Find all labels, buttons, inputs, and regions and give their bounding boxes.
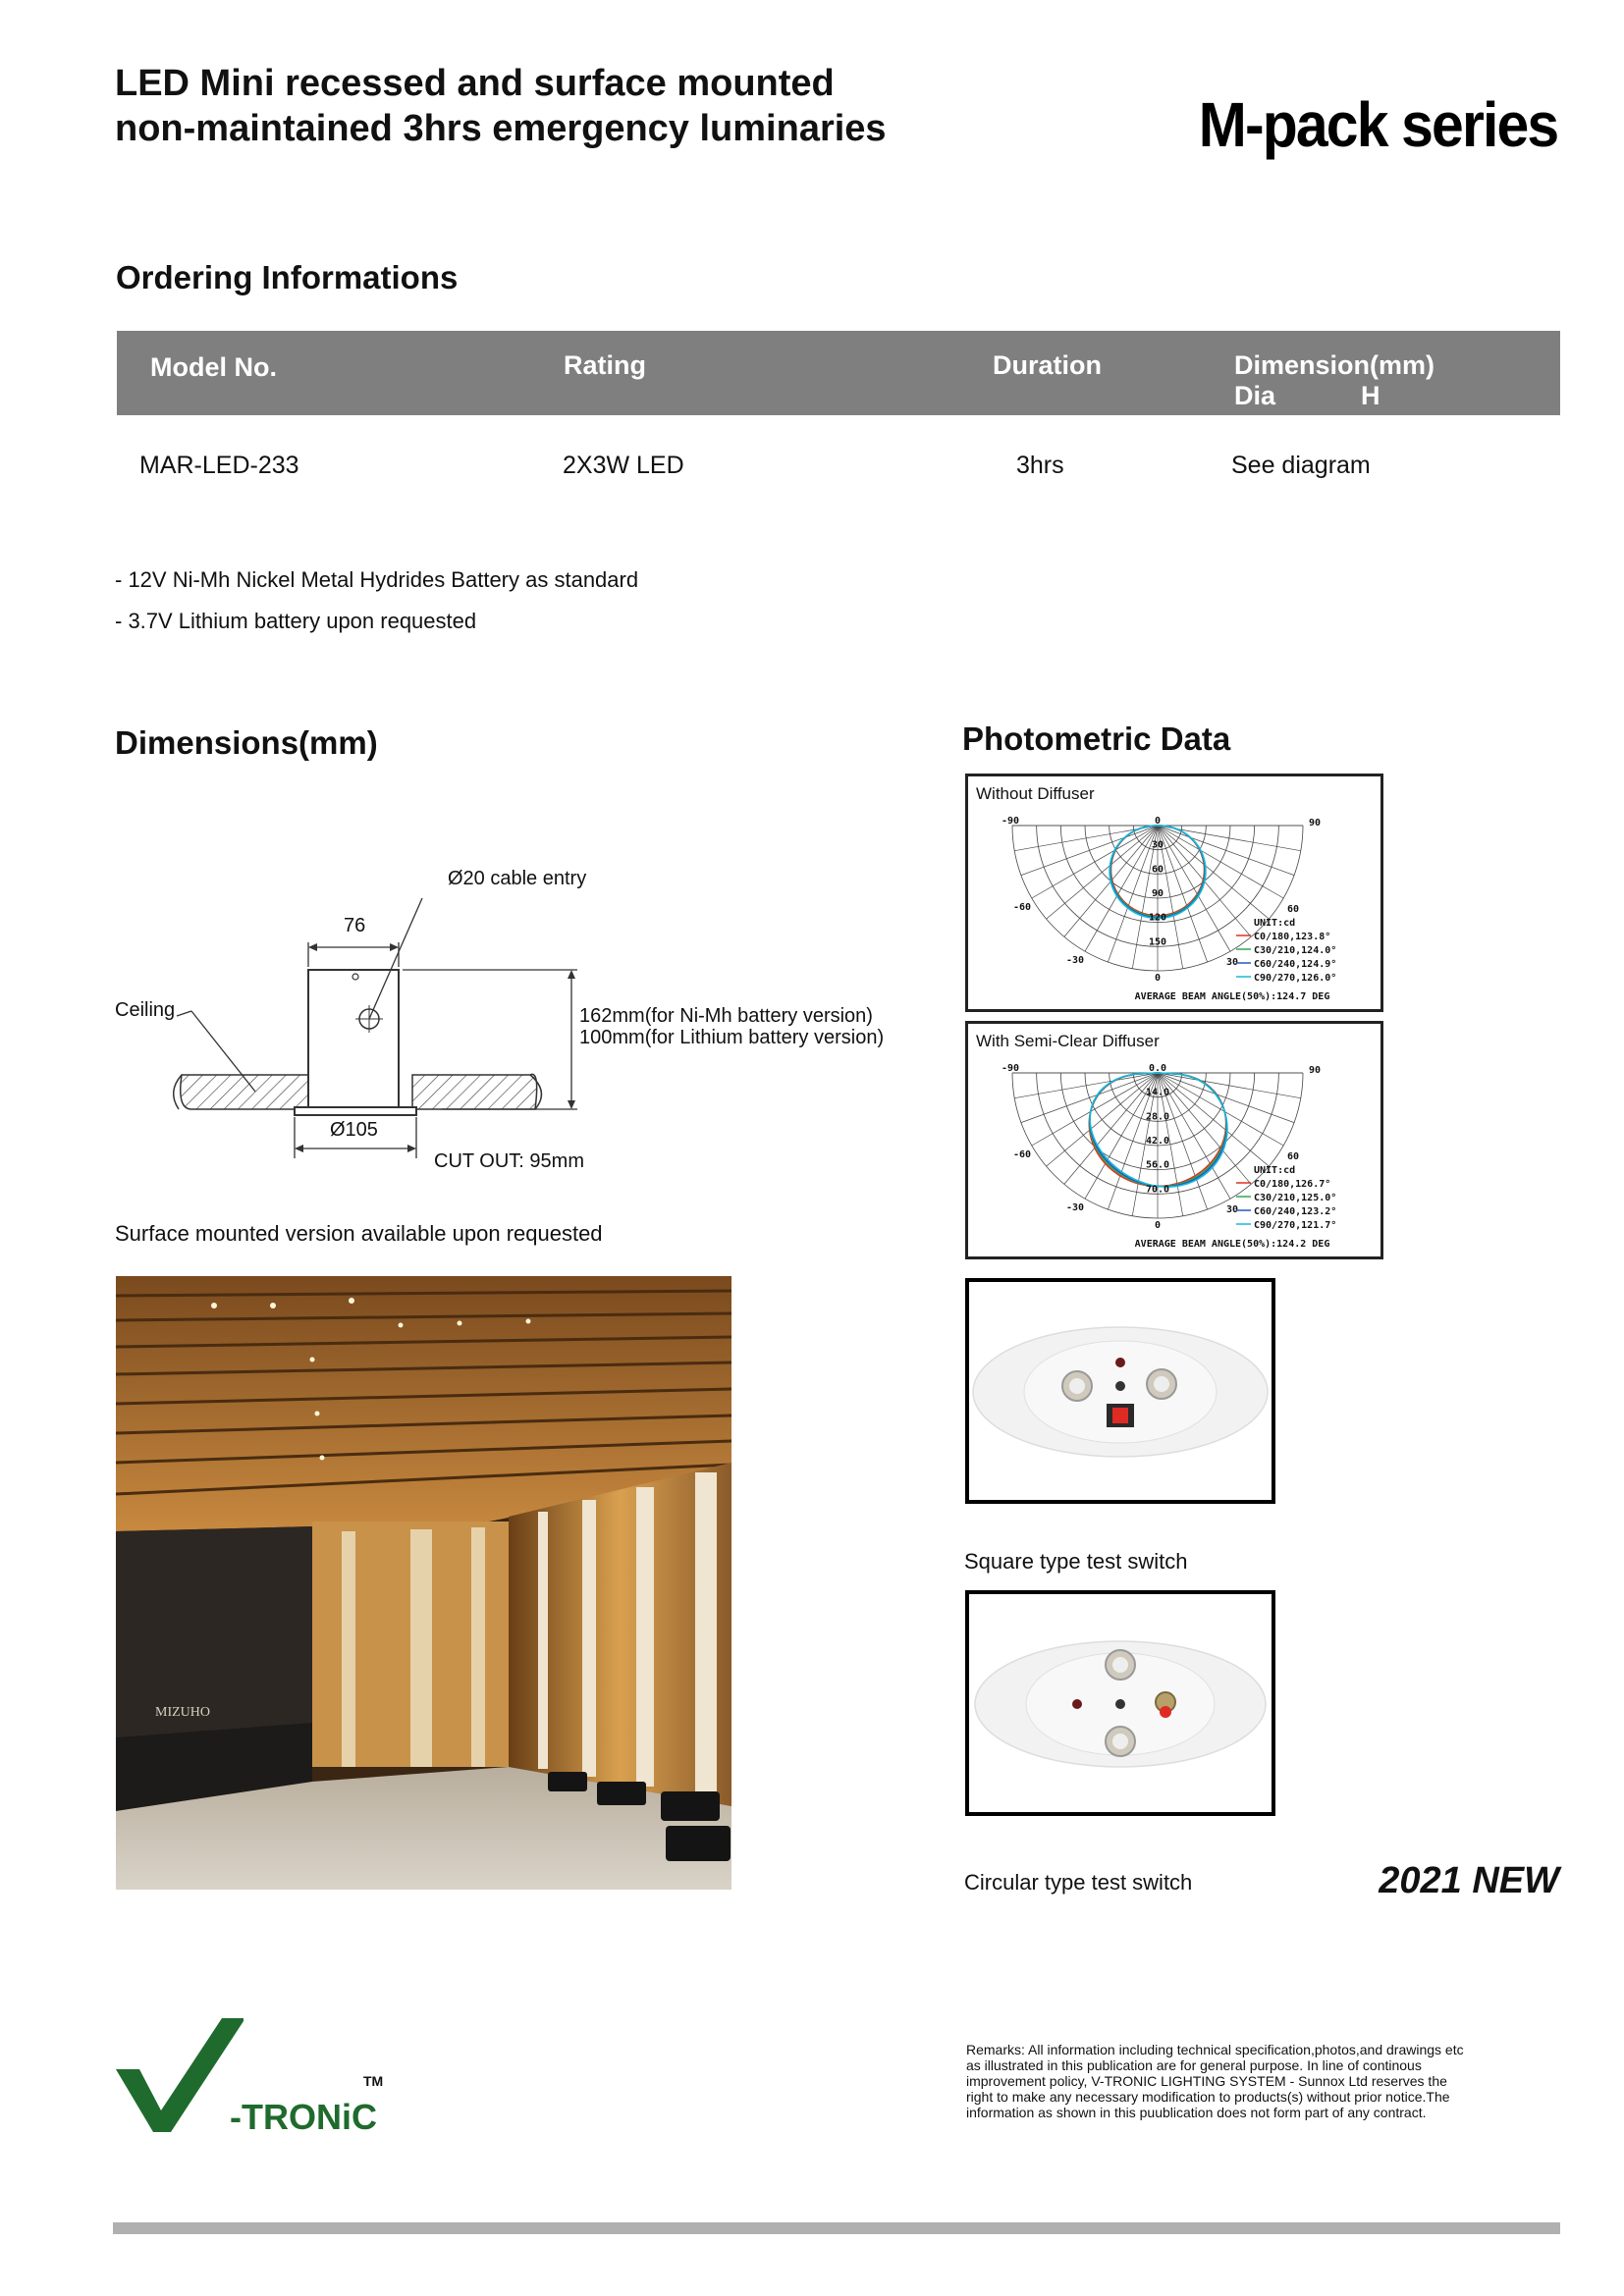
- legend-entry-2: C60/240,124.9°: [1254, 959, 1337, 970]
- cable-entry-label: Ø20 cable entry: [448, 868, 587, 889]
- new-badge: 2021 NEW: [1379, 1860, 1559, 1901]
- ordering-heading: Ordering Informations: [116, 259, 459, 295]
- polar-chart-with-diffuser: [965, 1021, 1383, 1259]
- radial-label-3: 90: [1151, 888, 1164, 899]
- radial-label-5: 150: [1148, 936, 1167, 948]
- cell-model: MAR-LED-233: [139, 452, 299, 479]
- angle-label-right-90: 90: [1308, 818, 1322, 828]
- angle-label-left-60: -60: [1012, 1149, 1032, 1160]
- height-lithium-label: 100mm(for Lithium battery version): [579, 1027, 885, 1048]
- cutout-label: CUT OUT: 95mm: [434, 1150, 584, 1172]
- beam-angle-label: AVERAGE BEAM ANGLE(50%):124.7 DEG: [1134, 991, 1330, 1002]
- title-line-2: non-maintained 3hrs emergency luminaries: [115, 108, 887, 149]
- luminaire-flange: [295, 1107, 416, 1115]
- col-dimension: Dimension(mm): [1234, 350, 1435, 380]
- legend-entry-3: C90/270,121.7°: [1254, 1220, 1337, 1231]
- checkmark-logo-icon: [116, 2012, 244, 2140]
- cell-rating: 2X3W LED: [563, 452, 684, 479]
- note-battery-standard: - 12V Ni-Mh Nickel Metal Hydrides Battery as standard: [115, 567, 639, 592]
- chart1-label: Without Diffuser: [976, 784, 1095, 803]
- angle-label-left-90: -90: [1001, 1063, 1020, 1074]
- angle-label-right-90: 90: [1308, 1065, 1322, 1076]
- surface-mount-note: Surface mounted version available upon requested: [115, 1221, 603, 1246]
- luminaire-body: [308, 970, 399, 1109]
- col-dimension-dia: Dia: [1234, 381, 1276, 410]
- legend-entry-3: C90/270,126.0°: [1254, 973, 1337, 984]
- note-battery-lithium: - 3.7V Lithium battery upon requested: [115, 609, 477, 633]
- document-title: [115, 61, 887, 151]
- title-line-1: LED Mini recessed and surface mounted: [115, 63, 835, 104]
- col-model: Model No.: [150, 352, 277, 382]
- radial-label-bottom: 0: [1154, 1220, 1162, 1231]
- height-nimh-label: 162mm(for Ni-Mh battery version): [579, 1005, 873, 1027]
- lobby-sign-text: MIZUHO: [155, 1705, 210, 1720]
- unit-label: UNIT:cd: [1254, 918, 1296, 929]
- radial-label-5: 70.0: [1145, 1184, 1170, 1196]
- legend-entry-2: C60/240,123.2°: [1254, 1206, 1337, 1217]
- chart2-label: With Semi-Clear Diffuser: [976, 1032, 1160, 1050]
- company-logo: [116, 2012, 410, 2140]
- radial-label-0: 0: [1154, 816, 1162, 827]
- radial-label-4: 56.0: [1145, 1159, 1170, 1171]
- cell-duration: 3hrs: [1016, 452, 1064, 479]
- angle-label-left-30: -30: [1065, 1202, 1085, 1213]
- footer-bar: [113, 2222, 1560, 2234]
- legend-entry-0: C0/180,123.8°: [1254, 932, 1331, 942]
- col-dimension-h: H: [1361, 381, 1380, 410]
- angle-label-right-30: 30: [1225, 957, 1239, 968]
- radial-label-0: 0.0: [1148, 1063, 1167, 1074]
- square-switch-photo: [965, 1278, 1275, 1504]
- radial-label-1: 14.0: [1145, 1087, 1170, 1098]
- ordering-table-header: [117, 331, 1560, 415]
- lobby-photo: [116, 1276, 731, 1890]
- ceiling-right-section: [412, 1074, 537, 1109]
- beam-angle-label: AVERAGE BEAM ANGLE(50%):124.2 DEG: [1134, 1239, 1330, 1250]
- width-label: 76: [344, 915, 366, 936]
- radial-label-2: 28.0: [1145, 1111, 1170, 1123]
- legend-entry-1: C30/210,124.0°: [1254, 945, 1337, 956]
- angle-label-left-90: -90: [1001, 816, 1020, 827]
- logo-trademark: TM: [363, 2073, 384, 2089]
- angle-label-right-60: 60: [1286, 904, 1300, 915]
- angle-label-right-60: 60: [1286, 1151, 1300, 1162]
- diameter-label: Ø105: [330, 1119, 378, 1141]
- square-switch-caption: Square type test switch: [964, 1549, 1188, 1574]
- circular-switch-caption: Circular type test switch: [964, 1870, 1193, 1895]
- circular-switch-photo: [965, 1590, 1275, 1816]
- legend-entry-0: C0/180,126.7°: [1254, 1179, 1331, 1190]
- logo-text: -TRONiC: [230, 2097, 377, 2137]
- polar-chart-without-diffuser: [965, 774, 1383, 1012]
- radial-label-3: 42.0: [1145, 1136, 1170, 1147]
- angle-label-left-30: -30: [1065, 955, 1085, 966]
- angle-label-right-30: 30: [1225, 1204, 1239, 1215]
- radial-label-1: 30: [1151, 839, 1164, 851]
- radial-label-4: 120: [1148, 912, 1167, 924]
- cell-dimension: See diagram: [1231, 452, 1371, 479]
- legend-entry-1: C30/210,125.0°: [1254, 1193, 1337, 1203]
- dimensions-heading: Dimensions(mm): [115, 724, 378, 761]
- radial-label-2: 60: [1151, 864, 1164, 876]
- remarks-text: Remarks: All information including technical specification,photos,and drawings etc as illustrated in this publication are for general purpose. In line of continous improvement policy, V-TRONIC LIGHTING SYSTEM - Sunnox Ltd reserves the right to make any necessary modification to products(s) without prior notice.The information as shown in this puublication does not form part of any contract.: [966, 2042, 1464, 2120]
- angle-label-left-60: -60: [1012, 902, 1032, 913]
- radial-label-bottom: 0: [1154, 973, 1162, 984]
- col-duration: Duration: [993, 350, 1102, 380]
- series-name: M-pack series: [1198, 89, 1557, 160]
- photometric-heading: Photometric Data: [962, 721, 1231, 757]
- unit-label: UNIT:cd: [1254, 1165, 1296, 1176]
- ceiling-left-section: [181, 1075, 309, 1109]
- col-rating: Rating: [564, 350, 646, 380]
- ceiling-label: Ceiling: [115, 999, 176, 1021]
